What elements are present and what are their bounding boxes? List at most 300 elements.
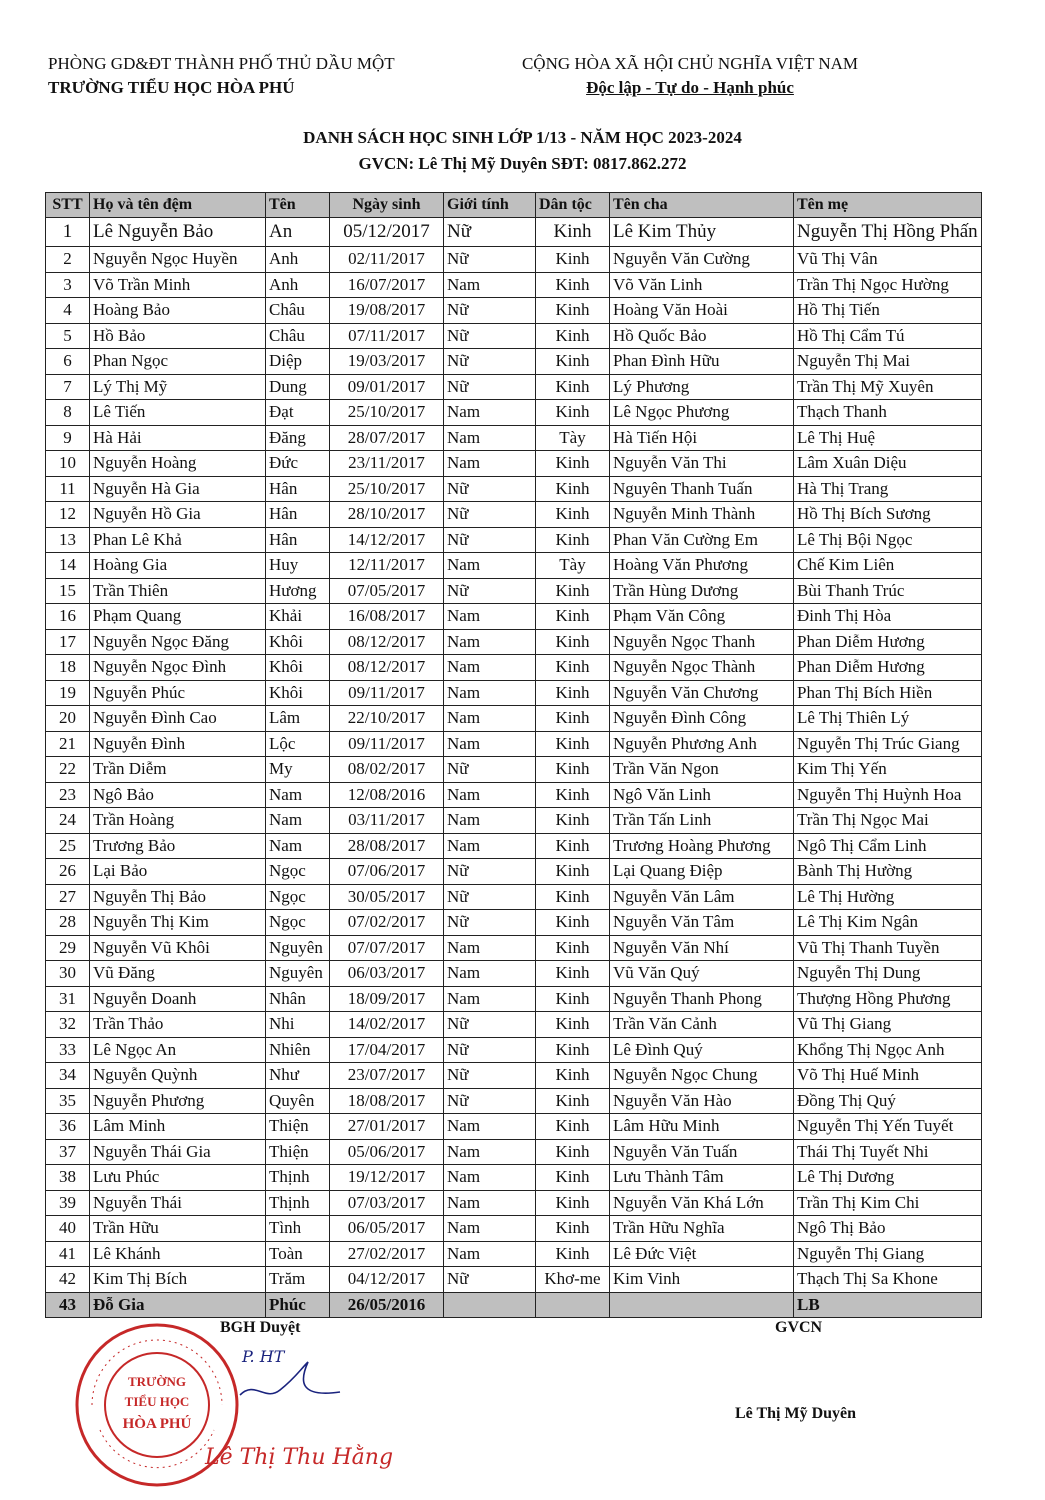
column-header: Tên cha: [610, 193, 794, 218]
table-cell: Võ Văn Linh: [610, 272, 794, 298]
table-cell: Trần Thiên: [90, 578, 266, 604]
table-row: [46, 986, 982, 1012]
table-cell: Thiện: [266, 1114, 330, 1140]
table-cell: Nguyên: [266, 935, 330, 961]
table-cell: Nguyễn Văn Hào: [610, 1088, 794, 1114]
table-cell: Lê Kim Thủy: [610, 218, 794, 247]
table-cell: Vũ Đăng: [90, 961, 266, 987]
table-cell: Nữ: [444, 476, 536, 502]
table-cell: Kinh: [536, 247, 610, 273]
table-cell: Kinh: [536, 502, 610, 528]
table-cell: Khải: [266, 604, 330, 630]
table-cell: Phan Đình Hữu: [610, 349, 794, 375]
table-row: [46, 833, 982, 859]
table-cell: 09/11/2017: [330, 731, 444, 757]
table-cell: 08/02/2017: [330, 757, 444, 783]
table-row: [46, 272, 982, 298]
department-name: PHÒNG GD&ĐT THÀNH PHỐ THỦ DẦU MỘT: [48, 54, 395, 73]
table-row: [46, 1063, 982, 1089]
table-cell: Nam: [444, 272, 536, 298]
table-cell: Nữ: [444, 502, 536, 528]
table-cell: Kinh: [536, 451, 610, 477]
table-header-row: [46, 193, 982, 218]
table-cell: 28/08/2017: [330, 833, 444, 859]
table-row: [46, 961, 982, 987]
document-title: DANH SÁCH HỌC SINH LỚP 1/13 - NĂM HỌC 2023-2024: [303, 128, 742, 147]
table-cell: Nguyễn Thị Bảo: [90, 884, 266, 910]
table-cell: Nguyễn Văn Chương: [610, 680, 794, 706]
table-cell: Nữ: [444, 1088, 536, 1114]
table-cell: 12/08/2016: [330, 782, 444, 808]
column-header: Tên mẹ: [794, 193, 982, 218]
table-row: [46, 655, 982, 681]
table-cell: Thạch Thanh: [794, 400, 982, 426]
table-cell: Nam: [444, 833, 536, 859]
table-cell: Ngọc: [266, 884, 330, 910]
table-row: [46, 680, 982, 706]
table-cell: Lê Thị Kim Ngân: [794, 910, 982, 936]
table-cell: Phan Ngọc: [90, 349, 266, 375]
table-cell: Hồ Thị Cẩm Tú: [794, 323, 982, 349]
table-cell: Kinh: [536, 1063, 610, 1089]
table-cell: Kinh: [536, 910, 610, 936]
table-cell: Kinh: [536, 884, 610, 910]
table-cell: Nguyễn Ngọc Chung: [610, 1063, 794, 1089]
table-cell: 28/07/2017: [330, 425, 444, 451]
table-row: [46, 706, 982, 732]
student-table: [45, 192, 982, 1318]
table-cell: Kinh: [536, 859, 610, 885]
table-cell: 30: [46, 961, 90, 987]
table-cell: Nguyễn Thái: [90, 1190, 266, 1216]
table-cell: Phan Văn Cường Em: [610, 527, 794, 553]
table-cell: 27/02/2017: [330, 1241, 444, 1267]
table-cell: 25/10/2017: [330, 476, 444, 502]
table-cell: Kinh: [536, 680, 610, 706]
table-cell: Kinh: [536, 349, 610, 375]
table-row: [46, 910, 982, 936]
table-cell: Kim Vinh: [610, 1267, 794, 1293]
table-cell: Lê Khánh: [90, 1241, 266, 1267]
table-cell: Kinh: [536, 1088, 610, 1114]
table-cell: 06/03/2017: [330, 961, 444, 987]
table-cell: Kinh: [536, 1012, 610, 1038]
table-row: [46, 1216, 982, 1242]
table-cell: Kinh: [536, 986, 610, 1012]
table-cell: Nguyên Thanh Tuấn: [610, 476, 794, 502]
table-cell: Nguyễn Phương Anh: [610, 731, 794, 757]
table-cell: Thạch Thị Sa Khone: [794, 1267, 982, 1293]
table-cell: Nam: [444, 655, 536, 681]
table-cell: Võ Thị Huế Minh: [794, 1063, 982, 1089]
svg-text:TIỂU HỌC: TIỂU HỌC: [124, 1394, 190, 1409]
table-cell: Nam: [444, 1241, 536, 1267]
table-cell: Vũ Thị Vân: [794, 247, 982, 273]
table-row: [46, 1037, 982, 1063]
table-cell: Nam: [444, 1139, 536, 1165]
table-cell: Nguyễn Đình Công: [610, 706, 794, 732]
table-cell: Kinh: [536, 1241, 610, 1267]
table-cell: Hoàng Văn Hoài: [610, 298, 794, 324]
table-cell: Nguyễn Thị Trúc Giang: [794, 731, 982, 757]
table-cell: Hoàng Bảo: [90, 298, 266, 324]
table-cell: 03/11/2017: [330, 808, 444, 834]
table-cell: Hoàng Gia: [90, 553, 266, 579]
svg-text:HÒA PHÚ: HÒA PHÚ: [122, 1416, 192, 1432]
table-cell: 12: [46, 502, 90, 528]
table-cell: Trần Thị Ngọc Mai: [794, 808, 982, 834]
table-row: [46, 782, 982, 808]
table-cell: Hồ Thị Bích Sương: [794, 502, 982, 528]
table-cell: Nguyễn Quỳnh: [90, 1063, 266, 1089]
table-cell: Nam: [444, 1165, 536, 1191]
table-cell: 18/09/2017: [330, 986, 444, 1012]
table-row: [46, 425, 982, 451]
table-cell: 23/11/2017: [330, 451, 444, 477]
table-cell: Trần Thị Kim Chi: [794, 1190, 982, 1216]
table-cell: 19/03/2017: [330, 349, 444, 375]
table-cell: 12/11/2017: [330, 553, 444, 579]
table-cell: Huy: [266, 553, 330, 579]
table-cell: Lê Đình Quý: [610, 1037, 794, 1063]
table-cell: Nguyễn Ngọc Đăng: [90, 629, 266, 655]
table-cell: Đỗ Gia: [90, 1292, 266, 1318]
table-cell: Nữ: [444, 884, 536, 910]
table-row: [46, 349, 982, 375]
table-cell: Nam: [444, 680, 536, 706]
table-cell: Kinh: [536, 272, 610, 298]
table-cell: 29: [46, 935, 90, 961]
table-cell: Nam: [444, 986, 536, 1012]
table-cell: Phan Lê Khả: [90, 527, 266, 553]
table-cell: 18/08/2017: [330, 1088, 444, 1114]
table-cell: 13: [46, 527, 90, 553]
table-cell: 8: [46, 400, 90, 426]
table-row: [46, 859, 982, 885]
table-cell: Nữ: [444, 527, 536, 553]
table-cell: Lê Thị Hường: [794, 884, 982, 910]
table-row: [46, 400, 982, 426]
table-cell: Kinh: [536, 1114, 610, 1140]
table-cell: Bùi Thanh Trúc: [794, 578, 982, 604]
table-cell: Nam: [444, 782, 536, 808]
table-cell: Lâm Hữu Minh: [610, 1114, 794, 1140]
table-cell: 6: [46, 349, 90, 375]
table-cell: 17/04/2017: [330, 1037, 444, 1063]
table-cell: 18: [46, 655, 90, 681]
table-cell: Nguyễn Minh Thành: [610, 502, 794, 528]
table-body: [46, 218, 982, 1318]
table-cell: 26: [46, 859, 90, 885]
table-cell: Nhi: [266, 1012, 330, 1038]
table-cell: Nữ: [444, 910, 536, 936]
table-cell: 21: [46, 731, 90, 757]
table-cell: Bành Thị Hường: [794, 859, 982, 885]
header-right: [490, 52, 890, 100]
table-row: [46, 884, 982, 910]
table-cell: 16/08/2017: [330, 604, 444, 630]
table-cell: Kim Thị Bích: [90, 1267, 266, 1293]
table-cell: 10: [46, 451, 90, 477]
approval-title: BGH Duyệt: [220, 1319, 301, 1336]
table-cell: Hương: [266, 578, 330, 604]
table-cell: 14/12/2017: [330, 527, 444, 553]
table-cell: Phan Diễm Hương: [794, 629, 982, 655]
table-cell: 07/03/2017: [330, 1190, 444, 1216]
table-cell: Nguyễn Thị Huỳnh Hoa: [794, 782, 982, 808]
table-cell: Nhiên: [266, 1037, 330, 1063]
table-cell: Anh: [266, 247, 330, 273]
table-cell: Kinh: [536, 1190, 610, 1216]
teacher-info: GVCN: Lê Thị Mỹ Duyên SĐT: 0817.862.272: [358, 154, 687, 173]
table-cell: Hoàng Văn Phương: [610, 553, 794, 579]
table-cell: Kinh: [536, 218, 610, 247]
table-cell: Nam: [444, 935, 536, 961]
svg-text:P. HT: P. HT: [242, 1347, 285, 1366]
table-cell: 34: [46, 1063, 90, 1089]
table-cell: Hồ Thị Tiến: [794, 298, 982, 324]
table-cell: Lý Thị Mỹ: [90, 374, 266, 400]
table-cell: Đinh Thị Hòa: [794, 604, 982, 630]
table-cell: LB: [794, 1292, 982, 1318]
table-cell: Đồng Thị Quý: [794, 1088, 982, 1114]
table-cell: 43: [46, 1292, 90, 1318]
table-cell: Trần Hoàng: [90, 808, 266, 834]
table-cell: Trần Diễm: [90, 757, 266, 783]
table-cell: 40: [46, 1216, 90, 1242]
table-cell: Tày: [536, 425, 610, 451]
table-cell: Thịnh: [266, 1190, 330, 1216]
table-row: [46, 808, 982, 834]
table-cell: 2: [46, 247, 90, 273]
table-cell: Ngọc: [266, 910, 330, 936]
table-cell: Nguyễn Vũ Khôi: [90, 935, 266, 961]
table-cell: Kinh: [536, 323, 610, 349]
column-header: Ngày sinh: [330, 193, 444, 218]
table-cell: 26/05/2016: [330, 1292, 444, 1318]
table-cell: Kinh: [536, 808, 610, 834]
table-cell: Trương Hoàng Phương: [610, 833, 794, 859]
table-cell: Vũ Thị Giang: [794, 1012, 982, 1038]
table-cell: Lý Phương: [610, 374, 794, 400]
table-cell: 20: [46, 706, 90, 732]
table-cell: Nguyễn Doanh: [90, 986, 266, 1012]
table-row: [46, 1190, 982, 1216]
table-cell: Nữ: [444, 757, 536, 783]
table-cell: Kinh: [536, 833, 610, 859]
table-cell: Nguyễn Thị Hồng Phấn: [794, 218, 982, 247]
table-cell: Khôi: [266, 655, 330, 681]
table-cell: 32: [46, 1012, 90, 1038]
table-row: [46, 476, 982, 502]
table-row: [46, 451, 982, 477]
table-cell: Đức: [266, 451, 330, 477]
table-cell: Trần Thị Ngọc Hường: [794, 272, 982, 298]
table-cell: 22/10/2017: [330, 706, 444, 732]
national-motto: Độc lập - Tự do - Hạnh phúc: [586, 78, 794, 97]
table-cell: Trần Hùng Dương: [610, 578, 794, 604]
table-cell: Lê Ngọc Phương: [610, 400, 794, 426]
table-cell: 05/06/2017: [330, 1139, 444, 1165]
table-cell: Hân: [266, 476, 330, 502]
table-cell: My: [266, 757, 330, 783]
table-row: [46, 1165, 982, 1191]
table-cell: Nguyễn Văn Cường: [610, 247, 794, 273]
table-cell: 27: [46, 884, 90, 910]
table-cell: Như: [266, 1063, 330, 1089]
table-cell: Ngọc: [266, 859, 330, 885]
table-cell: 07/07/2017: [330, 935, 444, 961]
table-cell: 31: [46, 986, 90, 1012]
table-cell: Nữ: [444, 859, 536, 885]
table-cell: Hồ Quốc Bảo: [610, 323, 794, 349]
column-header: STT: [46, 193, 90, 218]
table-cell: Nam: [444, 706, 536, 732]
table-cell: 07/05/2017: [330, 578, 444, 604]
table-cell: Nam: [444, 629, 536, 655]
table-cell: 08/12/2017: [330, 655, 444, 681]
table-row: [46, 1012, 982, 1038]
header-left: [48, 52, 468, 100]
table-cell: 37: [46, 1139, 90, 1165]
table-cell: [610, 1292, 794, 1318]
table-cell: Lộc: [266, 731, 330, 757]
table-cell: Hân: [266, 502, 330, 528]
table-cell: Kinh: [536, 1037, 610, 1063]
table-cell: Nữ: [444, 1037, 536, 1063]
table-cell: Kinh: [536, 604, 610, 630]
table-row: [46, 935, 982, 961]
table-cell: 02/11/2017: [330, 247, 444, 273]
table-cell: Lê Thị Huệ: [794, 425, 982, 451]
table-cell: 28/10/2017: [330, 502, 444, 528]
table-cell: 28: [46, 910, 90, 936]
table-cell: Khơ-me: [536, 1267, 610, 1293]
table-cell: Nguyễn Ngọc Đình: [90, 655, 266, 681]
svg-text:TRƯỜNG: TRƯỜNG: [127, 1374, 187, 1389]
table-cell: Nữ: [444, 1012, 536, 1038]
table-cell: Nữ: [444, 1063, 536, 1089]
table-cell: Nam: [444, 425, 536, 451]
teacher-title: GVCN: [775, 1319, 823, 1336]
table-row: [46, 1292, 982, 1318]
table-cell: Lưu Phúc: [90, 1165, 266, 1191]
table-cell: [536, 1292, 610, 1318]
table-cell: Kinh: [536, 1165, 610, 1191]
table-cell: Nữ: [444, 1267, 536, 1293]
table-cell: Nam: [444, 604, 536, 630]
table-cell: Thịnh: [266, 1165, 330, 1191]
table-cell: Nguyễn Thanh Phong: [610, 986, 794, 1012]
table-cell: Nữ: [444, 578, 536, 604]
table-cell: Ngô Thị Bảo: [794, 1216, 982, 1242]
table-cell: Lâm Xuân Diệu: [794, 451, 982, 477]
table-cell: 41: [46, 1241, 90, 1267]
table-cell: Nữ: [444, 218, 536, 247]
table-row: [46, 1114, 982, 1140]
table-row: [46, 323, 982, 349]
table-cell: 19/12/2017: [330, 1165, 444, 1191]
table-row: [46, 553, 982, 579]
table-cell: Kinh: [536, 1139, 610, 1165]
table-cell: 22: [46, 757, 90, 783]
table-cell: Nguyễn Hà Gia: [90, 476, 266, 502]
table-cell: 11: [46, 476, 90, 502]
table-cell: Nam: [444, 961, 536, 987]
table-cell: Anh: [266, 272, 330, 298]
table-cell: Nguyễn Văn Nhí: [610, 935, 794, 961]
table-cell: Nữ: [444, 349, 536, 375]
table-cell: Hà Hải: [90, 425, 266, 451]
table-cell: 06/05/2017: [330, 1216, 444, 1242]
table-row: [46, 629, 982, 655]
table-row: [46, 247, 982, 273]
table-cell: Nam: [444, 808, 536, 834]
table-row: [46, 502, 982, 528]
table-cell: Lê Thị Bội Ngọc: [794, 527, 982, 553]
table-cell: 25/10/2017: [330, 400, 444, 426]
principal-signature: Lê Thị Thu Hằng: [205, 1445, 394, 1470]
table-cell: Võ Trần Minh: [90, 272, 266, 298]
table-cell: 33: [46, 1037, 90, 1063]
table-cell: Nguyễn Ngọc Huyền: [90, 247, 266, 273]
table-cell: Diệp: [266, 349, 330, 375]
table-cell: Kinh: [536, 757, 610, 783]
table-cell: 09/11/2017: [330, 680, 444, 706]
table-cell: Đăng: [266, 425, 330, 451]
table-cell: 07/02/2017: [330, 910, 444, 936]
table-cell: Phạm Văn Công: [610, 604, 794, 630]
table-cell: 04/12/2017: [330, 1267, 444, 1293]
table-cell: Tày: [536, 553, 610, 579]
table-cell: Trần Hữu: [90, 1216, 266, 1242]
table-cell: Lâm: [266, 706, 330, 732]
table-cell: Nguyễn Đình Cao: [90, 706, 266, 732]
table-cell: 19: [46, 680, 90, 706]
table-cell: Nguyễn Văn Thi: [610, 451, 794, 477]
table-cell: Kinh: [536, 706, 610, 732]
table-cell: Nữ: [444, 323, 536, 349]
table-cell: Chế Kim Liên: [794, 553, 982, 579]
table-cell: [444, 1292, 536, 1318]
table-cell: Nguyễn Ngọc Thanh: [610, 629, 794, 655]
table-cell: Kinh: [536, 527, 610, 553]
table-cell: Nữ: [444, 374, 536, 400]
table-row: [46, 527, 982, 553]
table-cell: 7: [46, 374, 90, 400]
table-cell: Nguyễn Thái Gia: [90, 1139, 266, 1165]
table-cell: Khôi: [266, 680, 330, 706]
table-cell: Nguyễn Hồ Gia: [90, 502, 266, 528]
table-cell: 38: [46, 1165, 90, 1191]
table-cell: 35: [46, 1088, 90, 1114]
table-cell: 24: [46, 808, 90, 834]
table-cell: 16: [46, 604, 90, 630]
table-cell: Khổng Thị Ngọc Anh: [794, 1037, 982, 1063]
column-header: Dân tộc: [536, 193, 610, 218]
table-cell: Nam: [266, 808, 330, 834]
table-cell: Nguyễn Thị Giang: [794, 1241, 982, 1267]
table-cell: Nam: [444, 451, 536, 477]
table-cell: 39: [46, 1190, 90, 1216]
table-cell: 17: [46, 629, 90, 655]
table-cell: Trần Tấn Linh: [610, 808, 794, 834]
table-row: [46, 1088, 982, 1114]
table-cell: 19/08/2017: [330, 298, 444, 324]
table-cell: Lê Đức Việt: [610, 1241, 794, 1267]
table-cell: Trần Thị Mỹ Xuyên: [794, 374, 982, 400]
table-cell: Trần Hữu Nghĩa: [610, 1216, 794, 1242]
